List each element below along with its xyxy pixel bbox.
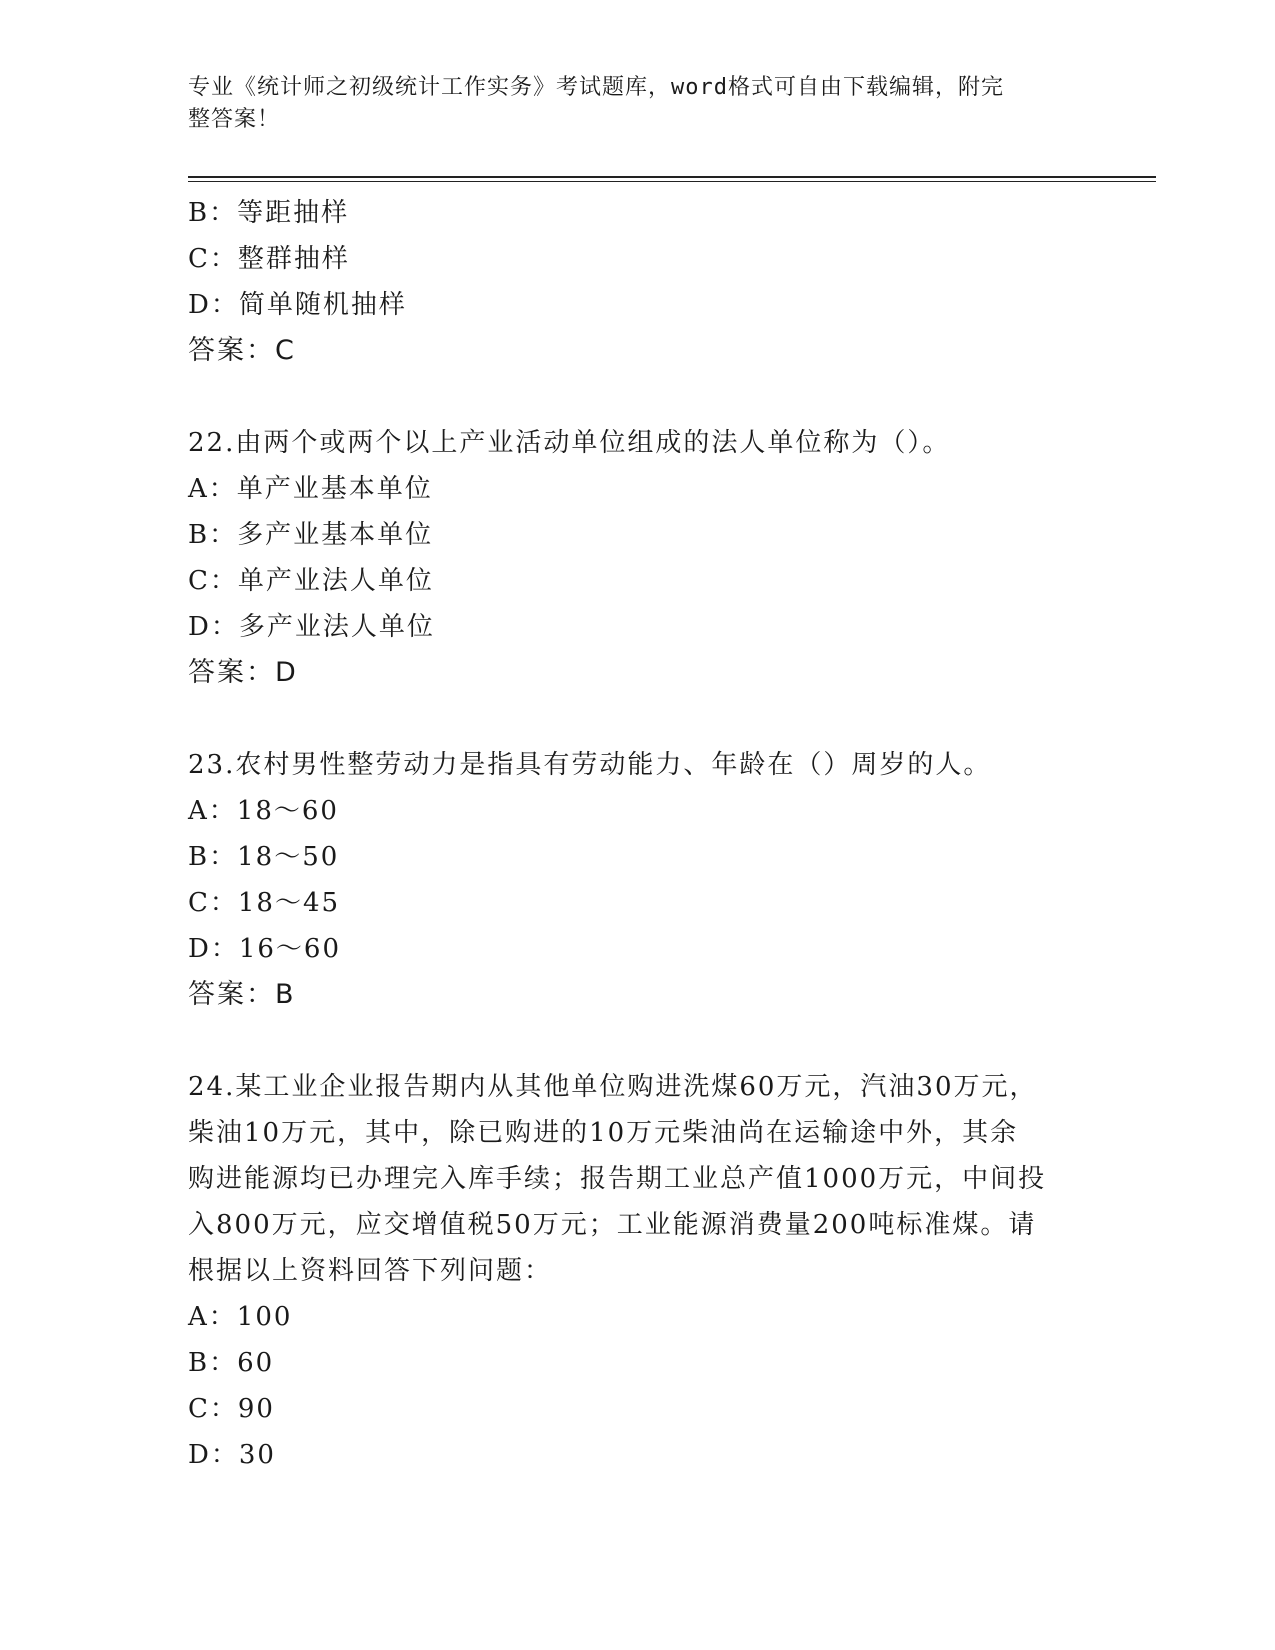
question-stem-line: 根据以上资料回答下列问题： (188, 1256, 553, 1286)
document-header (188, 72, 1068, 136)
question-stem: 23.农村男性整劳动力是指具有劳动能力、年龄在（）周岁的人。 (188, 750, 992, 780)
question-stem-line: 24.某工业企业报告期内从其他单位购进洗煤60万元，汽油30万元， (188, 1072, 1038, 1102)
header-line-1: 专业《统计师之初级统计工作实务》考试题库，word格式可自由下载编辑，附完 (188, 75, 1004, 100)
option-b: B：多产业基本单位 (188, 520, 434, 550)
option-a: A：18～60 (188, 796, 339, 826)
question-stem-line: 购进能源均已办理完入库手续；报告期工业总产值1000万元，中间投 (188, 1164, 1047, 1194)
header-line-2: 整答案！ (188, 107, 281, 132)
option-d: D：多产业法人单位 (188, 612, 435, 642)
question-24 (188, 1064, 1088, 1478)
option-c: C：整群抽样 (188, 244, 350, 274)
option-c: C：18～45 (188, 888, 341, 918)
question-stem-line: 柴油10万元，其中，除已购进的10万元柴油尚在运输途中外，其余 (188, 1118, 1019, 1148)
answer: 答案：B (188, 979, 296, 1010)
header-rule (188, 176, 1156, 182)
option-d: D：30 (188, 1440, 276, 1470)
question-23 (188, 742, 1088, 1018)
answer: 答案：D (188, 657, 298, 688)
option-c: C：单产业法人单位 (188, 566, 434, 596)
question-stem-line: 入800万元，应交增值税50万元；工业能源消费量200吨标准煤。请 (188, 1210, 1037, 1240)
question-22 (188, 420, 1088, 696)
option-b: B：18～50 (188, 842, 340, 872)
option-b: B：等距抽样 (188, 198, 350, 228)
question-content (188, 190, 1088, 1478)
option-a: A：单产业基本单位 (188, 474, 433, 504)
option-d: D：16～60 (188, 934, 342, 964)
option-b: B：60 (188, 1348, 275, 1378)
question-21-tail (188, 190, 1088, 374)
option-c: C：90 (188, 1394, 275, 1424)
option-a: A：100 (188, 1302, 293, 1332)
option-d: D：简单随机抽样 (188, 290, 407, 320)
answer: 答案：C (188, 335, 296, 366)
question-stem: 22.由两个或两个以上产业活动单位组成的法人单位称为（）。 (188, 428, 951, 458)
